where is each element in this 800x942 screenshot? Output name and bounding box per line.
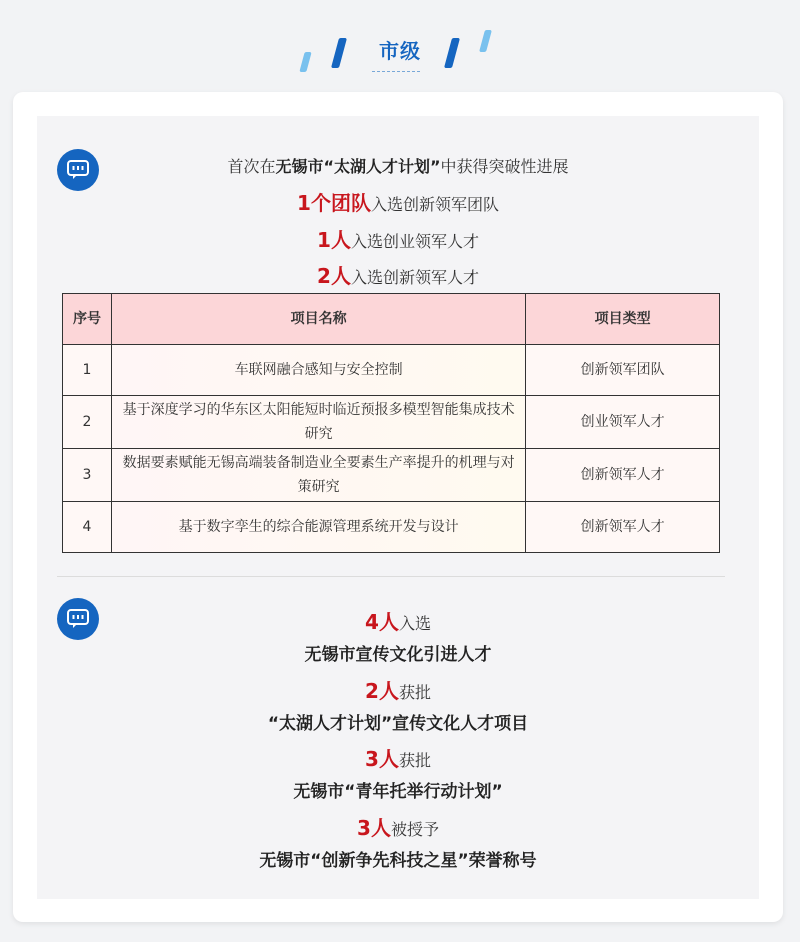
stat-highlight: 2人 (365, 679, 399, 703)
cell-name: 基于深度学习的华东区太阳能短时临近预报多模型智能集成技术研究 (111, 396, 525, 449)
stat-highlight: 4人 (365, 610, 399, 634)
table-header-name: 项目名称 (111, 294, 525, 345)
content-panel (37, 116, 759, 899)
header-title: 市级 (379, 39, 421, 63)
cell-type: 创业领军人才 (526, 396, 720, 449)
stat-highlight: 1个团队 (297, 191, 371, 215)
cell-name: 数据要素赋能无锡高端装备制造业全要素生产率提升的机理与对策研究 (111, 449, 525, 502)
stat-line: 4人入选 (365, 610, 431, 634)
decor-slash (299, 52, 311, 72)
stat-highlight: 3人 (357, 816, 391, 840)
cell-no: 1 (63, 345, 112, 396)
stat-line: 2人入选创新领军人才 (317, 264, 479, 288)
stat-line: 2人获批 (365, 679, 431, 703)
award-title: 无锡市宣传文化引进人才 (304, 645, 492, 665)
cell-no: 2 (63, 396, 112, 449)
table-row (63, 345, 720, 396)
stat-line: 1个团队入选创新领军团队 (297, 191, 499, 215)
cell-name: 基于数字孪生的综合能源管理系统开发与设计 (111, 502, 525, 553)
content-card (13, 92, 783, 922)
cell-type: 创新领军人才 (526, 449, 720, 502)
cell-name: 车联网融合感知与安全控制 (111, 345, 525, 396)
cell-no: 4 (63, 502, 112, 553)
cell-type: 创新领军团队 (526, 345, 720, 396)
decor-slash (331, 38, 347, 68)
projects-table (62, 293, 720, 553)
cell-type: 创新领军人才 (526, 502, 720, 553)
decor-slash (444, 38, 460, 68)
table-row (63, 502, 720, 553)
section-divider (57, 576, 725, 577)
stat-line: 3人被授予 (357, 816, 439, 840)
header-underline (372, 71, 420, 72)
table-header-no: 序号 (63, 294, 112, 345)
section1-headline: 首次在无锡市“太湖人才计划”中获得突破性进展 (227, 157, 569, 176)
award-title: 无锡市“青年托举行动计划” (293, 782, 503, 802)
stat-line: 3人获批 (365, 747, 431, 771)
stat-highlight: 1人 (317, 228, 351, 252)
decor-slash (479, 30, 492, 52)
stat-highlight: 2人 (317, 264, 351, 288)
stat-line: 1人入选创业领军人才 (317, 228, 479, 252)
table-row (63, 396, 720, 449)
award-title: 无锡市“创新争先科技之星”荣誉称号 (259, 851, 537, 871)
stat-highlight: 3人 (365, 747, 399, 771)
table-row (63, 449, 720, 502)
cell-no: 3 (63, 449, 112, 502)
table-header-type: 项目类型 (526, 294, 720, 345)
award-title: “太湖人才计划”宣传文化人才项目 (267, 714, 529, 734)
section-header (0, 0, 800, 92)
